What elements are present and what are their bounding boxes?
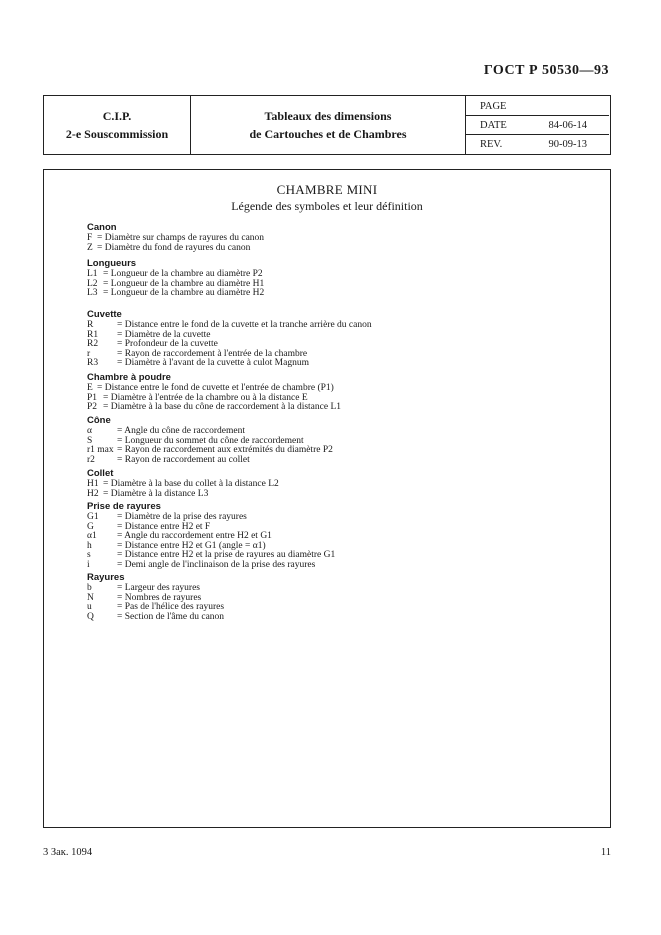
rev-label: REV.: [480, 139, 503, 150]
legend-symbol: L1: [87, 269, 98, 279]
legend-item: [87, 329, 211, 340]
legend-item: [87, 602, 225, 613]
legend-definition: = Diamètre à la base du cône de raccordement à la distance L1: [103, 402, 341, 413]
date-row: [466, 116, 609, 135]
legend-definition: = Angle du raccordement entre H2 et G1: [117, 531, 272, 542]
section-title: Longueurs: [87, 258, 137, 269]
legend-definition: = Demi angle de l'inclinaison de la prise des rayures: [117, 560, 316, 570]
legend-definition: = Diamètre sur champs de rayures du canon: [97, 233, 265, 243]
legend-item: [87, 288, 265, 299]
legend-definition: = Profondeur de la cuvette: [117, 339, 218, 350]
legend-definition: = Diamètre de la prise des rayures: [117, 512, 247, 522]
legend-symbol: Q: [87, 611, 94, 622]
section-title: Chambre à poudre: [87, 372, 171, 383]
legend-symbol: h: [87, 540, 92, 551]
legend-definition: = Largeur des rayures: [117, 583, 200, 593]
legend-symbol: r1 max: [87, 445, 114, 456]
section-title: Canon: [87, 222, 117, 233]
legend-symbol: R3: [87, 358, 99, 369]
legend-item: [87, 454, 250, 465]
legend-symbol: b: [87, 583, 92, 593]
legend-item: [87, 358, 309, 369]
legend-definition: = Longueur de la chambre au diamètre H2: [103, 288, 265, 299]
section-title: Cône: [87, 415, 111, 426]
legend-symbol: R2: [87, 339, 99, 350]
legend-subtitle: Légende des symboles et leur définition: [231, 199, 423, 213]
legend-symbol: s: [87, 550, 91, 561]
rev-value: 90-09-13: [548, 139, 587, 150]
legend-definition: = Diamètre du fond de rayures du canon: [97, 242, 251, 253]
page-row: [466, 97, 609, 116]
legend-item: [87, 320, 372, 330]
legend-definition: = Distance entre le fond de la cuvette et la tranche arrière du canon: [117, 320, 372, 330]
doc-title-line2: de Cartouches et de Chambres: [249, 127, 407, 141]
legend-definition: = Diamètre à la distance L3: [103, 488, 209, 499]
legend-symbol: L2: [87, 278, 98, 289]
legend-item: [87, 531, 272, 542]
legend-item: [87, 479, 279, 489]
legend-symbol: r2: [87, 454, 95, 465]
legend-definition: = Pas de l'hélice des rayures: [117, 602, 225, 613]
meta-cell: [466, 96, 609, 154]
legend-item: [87, 540, 266, 551]
legend-definition: = Angle du cône de raccordement: [117, 426, 246, 436]
legend-definition: = Longueur de la chambre au diamètre P2: [103, 269, 263, 279]
legend-symbol: H1: [87, 479, 99, 489]
legend-symbol: P1: [87, 392, 98, 403]
rev-row: [466, 135, 609, 154]
legend-definition: = Distance entre H2 et F: [117, 521, 211, 532]
legend-symbol: u: [87, 602, 92, 613]
legend-definition: = Rayon de raccordement à l'entrée de la chambre: [117, 348, 308, 359]
legend-item: [87, 512, 247, 522]
legend-item: [87, 348, 308, 359]
legend-symbol: F: [87, 233, 93, 243]
legend-definition: = Distance entre le fond de cuvette et l'entrée de chambre (P1): [97, 383, 334, 393]
legend-item: [87, 392, 308, 403]
legend-symbol: Z: [87, 242, 93, 253]
section-title: Cuvette: [87, 309, 122, 320]
legend-item: [87, 611, 225, 622]
legend-item: [87, 488, 209, 499]
legend-item: [87, 583, 200, 593]
legend-symbol: E: [87, 383, 93, 393]
org-name: C.I.P.: [102, 109, 132, 123]
standard-number: ГОСТ Р 50530—93: [483, 63, 609, 78]
legend-item: [87, 402, 341, 413]
legend-definition: = Section de l'âme du canon: [117, 611, 225, 622]
legend-symbol: R1: [87, 329, 99, 340]
legend-symbol: G: [87, 521, 94, 532]
section-title: Rayures: [87, 572, 125, 583]
legend-definition: = Diamètre à la base du collet à la distance L2: [103, 479, 279, 489]
org-subcommission: 2-e Souscommission: [65, 127, 169, 141]
legend-definition: = Distance entre H2 et la prise de rayures au diamètre G1: [117, 550, 336, 561]
page-number: 11: [600, 847, 611, 858]
legend-definition: = Rayon de raccordement au collet: [117, 454, 250, 465]
legend-item: [87, 278, 265, 289]
legend-definition: = Rayon de raccordement aux extrémités du diamètre P2: [117, 445, 333, 456]
date-label: DATE: [480, 120, 507, 131]
organization-cell: [44, 96, 191, 154]
legend-item: [87, 242, 251, 253]
legend-item: [87, 339, 218, 350]
legend-item: [87, 445, 333, 456]
legend-definition: = Distance entre H2 et G1 (angle = α1): [117, 540, 266, 551]
section-title: Collet: [87, 468, 114, 479]
legend-symbol: H2: [87, 488, 99, 499]
legend-item: [87, 560, 316, 570]
legend-definition: = Longueur de la chambre au diamètre H1: [103, 278, 265, 289]
legend-symbol: S: [87, 435, 93, 446]
legend-definition: = Diamètre à l'avant de la cuvette à culot Magnum: [117, 358, 309, 369]
legend-item: [87, 521, 211, 532]
page-label: PAGE: [480, 101, 507, 112]
legend-item: [87, 435, 304, 446]
legend-definition: = Nombres de rayures: [117, 592, 202, 603]
legend-symbol: α: [87, 426, 92, 436]
chamber-title: CHAMBRE MINI: [276, 182, 378, 197]
legend-symbol: r: [87, 348, 91, 359]
legend-item: [87, 426, 246, 436]
legend-symbol: P2: [87, 402, 98, 413]
legend-item: [87, 550, 336, 561]
legend-definition: = Longueur du sommet du cône de raccordement: [117, 435, 304, 446]
document-title-cell: [191, 96, 466, 154]
print-order-note: 3 Зак. 1094: [43, 847, 93, 858]
legend-item: [87, 233, 265, 243]
doc-title-line1: Tableaux des dimensions: [264, 109, 392, 123]
legend-definition: = Diamètre à l'entrée de la chambre ou à la distance E: [103, 392, 308, 403]
legend-definition: = Diamètre de la cuvette: [117, 329, 211, 340]
header-table: [43, 95, 611, 155]
legend-frame: [43, 169, 611, 828]
legend-item: [87, 592, 202, 603]
legend-symbol: R: [87, 320, 94, 330]
legend-symbol: α1: [87, 531, 97, 542]
legend-symbol: G1: [87, 512, 99, 522]
section-title: Prise de rayures: [87, 501, 161, 512]
legend-symbol: N: [87, 592, 94, 603]
legend-symbol: i: [87, 560, 90, 570]
legend-symbol: L3: [87, 288, 98, 299]
legend-item: [87, 383, 334, 393]
legend-item: [87, 269, 263, 279]
date-value: 84-06-14: [548, 120, 587, 131]
